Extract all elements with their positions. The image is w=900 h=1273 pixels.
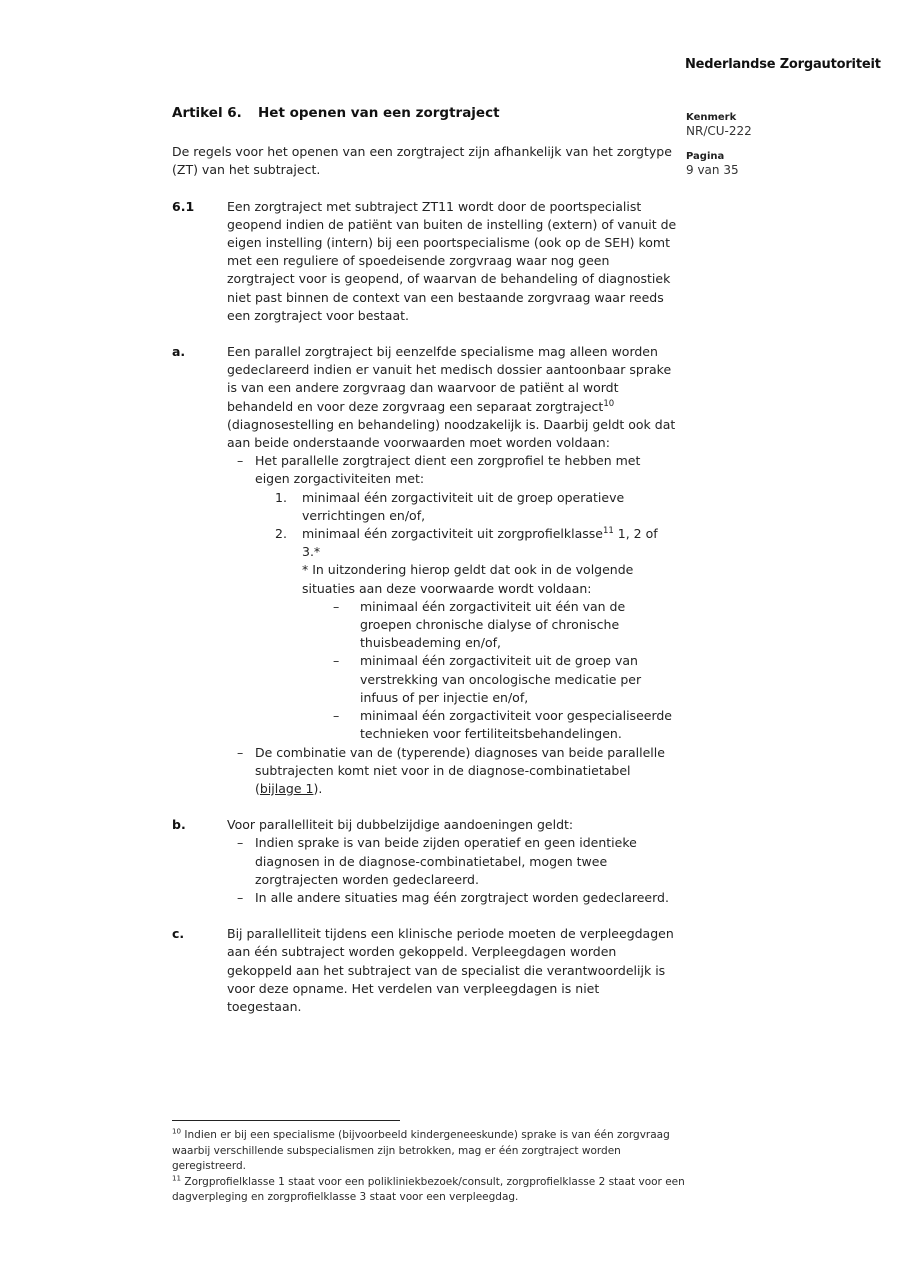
dash-glyph: – <box>333 653 340 669</box>
kenmerk-value: NR/CU-222 <box>686 124 752 138</box>
footnote-10 <box>172 1128 688 1175</box>
zorgactiviteit-numbered-list <box>255 489 677 744</box>
footnote-ref-10: 10 <box>603 398 615 409</box>
article-body <box>172 104 677 1016</box>
dash-glyph: – <box>237 889 244 905</box>
numbered-item-1-number: 1. <box>275 489 287 505</box>
section-6-1-label: 6.1 <box>172 198 195 214</box>
item-c <box>172 925 677 1016</box>
numbered-item-2-text-part1: minimaal één zorgactiviteit uit zorgprofielklasse <box>302 526 603 542</box>
bullet-diagnose-combinatie-text1: De combinatie van de (typerende) diagnoses van beide parallelle subtrajecten komt niet voor in de diagnose-combinatietabel ( <box>255 744 665 796</box>
intro-paragraph: De regels voor het openen van een zorgtraject zijn afhankelijk van het zorgtype (ZT) van het subtraject. <box>172 144 672 178</box>
item-c-label: c. <box>172 926 185 942</box>
bullet-parallel-zorgprofiel <box>227 452 677 743</box>
item-b <box>172 816 677 907</box>
sub-bullet-fertiliteit-text: minimaal één zorgactiviteit voor gespecialiseerde technieken voor fertiliteitsbehandelingen. <box>360 708 672 742</box>
article-number: Artikel 6. <box>172 105 242 121</box>
section-6-1-text: Een zorgtraject met subtraject ZT11 wordt door de poortspecialist geopend indien de patiënt van buiten de instelling (extern) of vanuit de eigen instelling (intern) bij een poortspecialisme (ook op de SEH) komt met een reguliere of spoedeisende zorgvraag waar nog geen zorgtraject voor is geopend, of waarvan de behandeling of diagnostiek niet past binnen de context van een bestaande zorgvraag waar reeds een zorgtraject voor bestaat. <box>227 198 677 323</box>
bullet-andere-situaties-text: In alle andere situaties mag één zorgtraject worden gedeclareerd. <box>255 889 669 905</box>
bullet-andere-situaties <box>227 889 677 907</box>
bullet-parallel-zorgprofiel-content <box>255 452 677 743</box>
item-b-content <box>227 816 677 907</box>
document-meta <box>686 111 856 189</box>
bullet-parallel-zorgprofiel-text: Het parallelle zorgtraject dient een zorgprofiel te hebben met eigen zorgactiviteiten met: <box>255 453 641 487</box>
exception-sub-list <box>302 598 677 744</box>
footnote-11 <box>172 1175 688 1206</box>
pagina-value: 9 van 35 <box>686 163 739 177</box>
numbered-item-1-text: minimaal één zorgactiviteit uit de groep operatieve verrichtingen en/of, <box>302 489 625 523</box>
item-a-label: a. <box>172 344 186 360</box>
footnote-10-marker: 10 <box>172 1126 182 1136</box>
dash-glyph: – <box>333 708 340 724</box>
numbered-item-2 <box>275 525 677 743</box>
item-b-label: b. <box>172 817 186 833</box>
item-a <box>172 343 677 798</box>
bullet-diagnose-combinatie <box>227 744 677 799</box>
brand-title: Nederlandse Zorgautoriteit <box>685 57 881 72</box>
bullet-diagnose-combinatie-content <box>255 744 677 799</box>
sub-bullet-oncologie <box>333 652 677 707</box>
numbered-item-1 <box>275 489 677 525</box>
dash-glyph: – <box>237 744 244 760</box>
exception-note: * In uitzondering hierop geldt dat ook in de volgende situaties aan deze voorwaarde wordt voldaan: <box>302 562 634 596</box>
sub-bullet-fertiliteit <box>333 707 677 743</box>
sub-bullet-dialyse <box>333 598 677 653</box>
item-a-text-part2: (diagnosestelling en behandeling) noodzakelijk is. Daarbij geldt ook dat aan beide onderstaande voorwaarden moet worden voldaan: <box>227 416 676 451</box>
footnote-11-text: Zorgprofielklasse 1 staat voor een polikliniekbezoek/consult, zorgprofielklasse 2 staat voor een dagverpleging en zorgprofielklasse 3 staat voor een verpleegdag. <box>172 1175 685 1204</box>
item-a-text <box>227 343 677 452</box>
numbered-item-2-text-part2: 1, 2 of 3.* <box>302 526 658 560</box>
article-title: Het openen van een zorgtraject <box>258 105 500 121</box>
footnote-10-text: Indien er bij een specialisme (bijvoorbeeld kindergeneeskunde) sprake is van één zorgvraag waarbij verschillende subspecialismen zijn betrokken, mag er één zorgtraject worden geregistreerd. <box>172 1129 670 1173</box>
numbered-item-2-content <box>302 525 677 743</box>
footnote-11-marker: 11 <box>172 1173 182 1183</box>
dash-glyph: – <box>237 453 244 469</box>
footnote-ref-11: 11 <box>602 525 614 536</box>
kenmerk-label: Kenmerk <box>686 112 737 123</box>
section-6-1 <box>172 198 677 325</box>
dash-glyph: – <box>333 598 340 614</box>
footnote-separator <box>172 1120 400 1121</box>
bullet-beide-zijden-text: Indien sprake is van beide zijden operatief en geen identieke diagnosen in de diagnose-combinatietabel, mogen twee zorgtrajecten worden gedeclareerd. <box>255 835 637 887</box>
bullet-diagnose-combinatie-text2: ). <box>313 780 323 796</box>
pagina-label: Pagina <box>686 151 725 162</box>
numbered-item-2-number: 2. <box>275 526 287 542</box>
item-a-content <box>227 343 677 798</box>
bullet-beide-zijden <box>227 834 677 889</box>
article-heading <box>172 104 677 122</box>
sub-bullet-dialyse-text: minimaal één zorgactiviteit uit één van de groepen chronische dialyse of chronische thuisbeademing en/of, <box>360 598 626 651</box>
sub-bullet-oncologie-text: minimaal één zorgactiviteit uit de groep van verstrekking van oncologische medicatie per infuus of per injectie en/of, <box>360 653 642 705</box>
item-a-text-part1: Een parallel zorgtraject bij eenzelfde specialisme mag alleen worden gedeclareerd indien er vanuit het medisch dossier aantoonbaar sprake is van een andere zorgvraag dan waarvoor de patiënt al wordt behandeld en voor deze zorgvraag een separaat zorgtraject <box>227 344 672 414</box>
footnotes <box>172 1120 688 1206</box>
item-c-text: Bij parallelliteit tijdens een klinische periode moeten de verpleegdagen aan één subtraject worden gekoppeld. Verpleegdagen worden gekoppeld aan het subtraject van de specialist die verantwoordelijk is voor deze opname. Het verdelen van verpleegdagen is niet toegestaan. <box>227 926 674 1014</box>
item-b-text: Voor parallelliteit bij dubbelzijdige aandoeningen geldt: <box>227 817 574 833</box>
dash-glyph: – <box>237 835 244 851</box>
bijlage-1-link[interactable]: bijlage 1 <box>259 780 314 796</box>
